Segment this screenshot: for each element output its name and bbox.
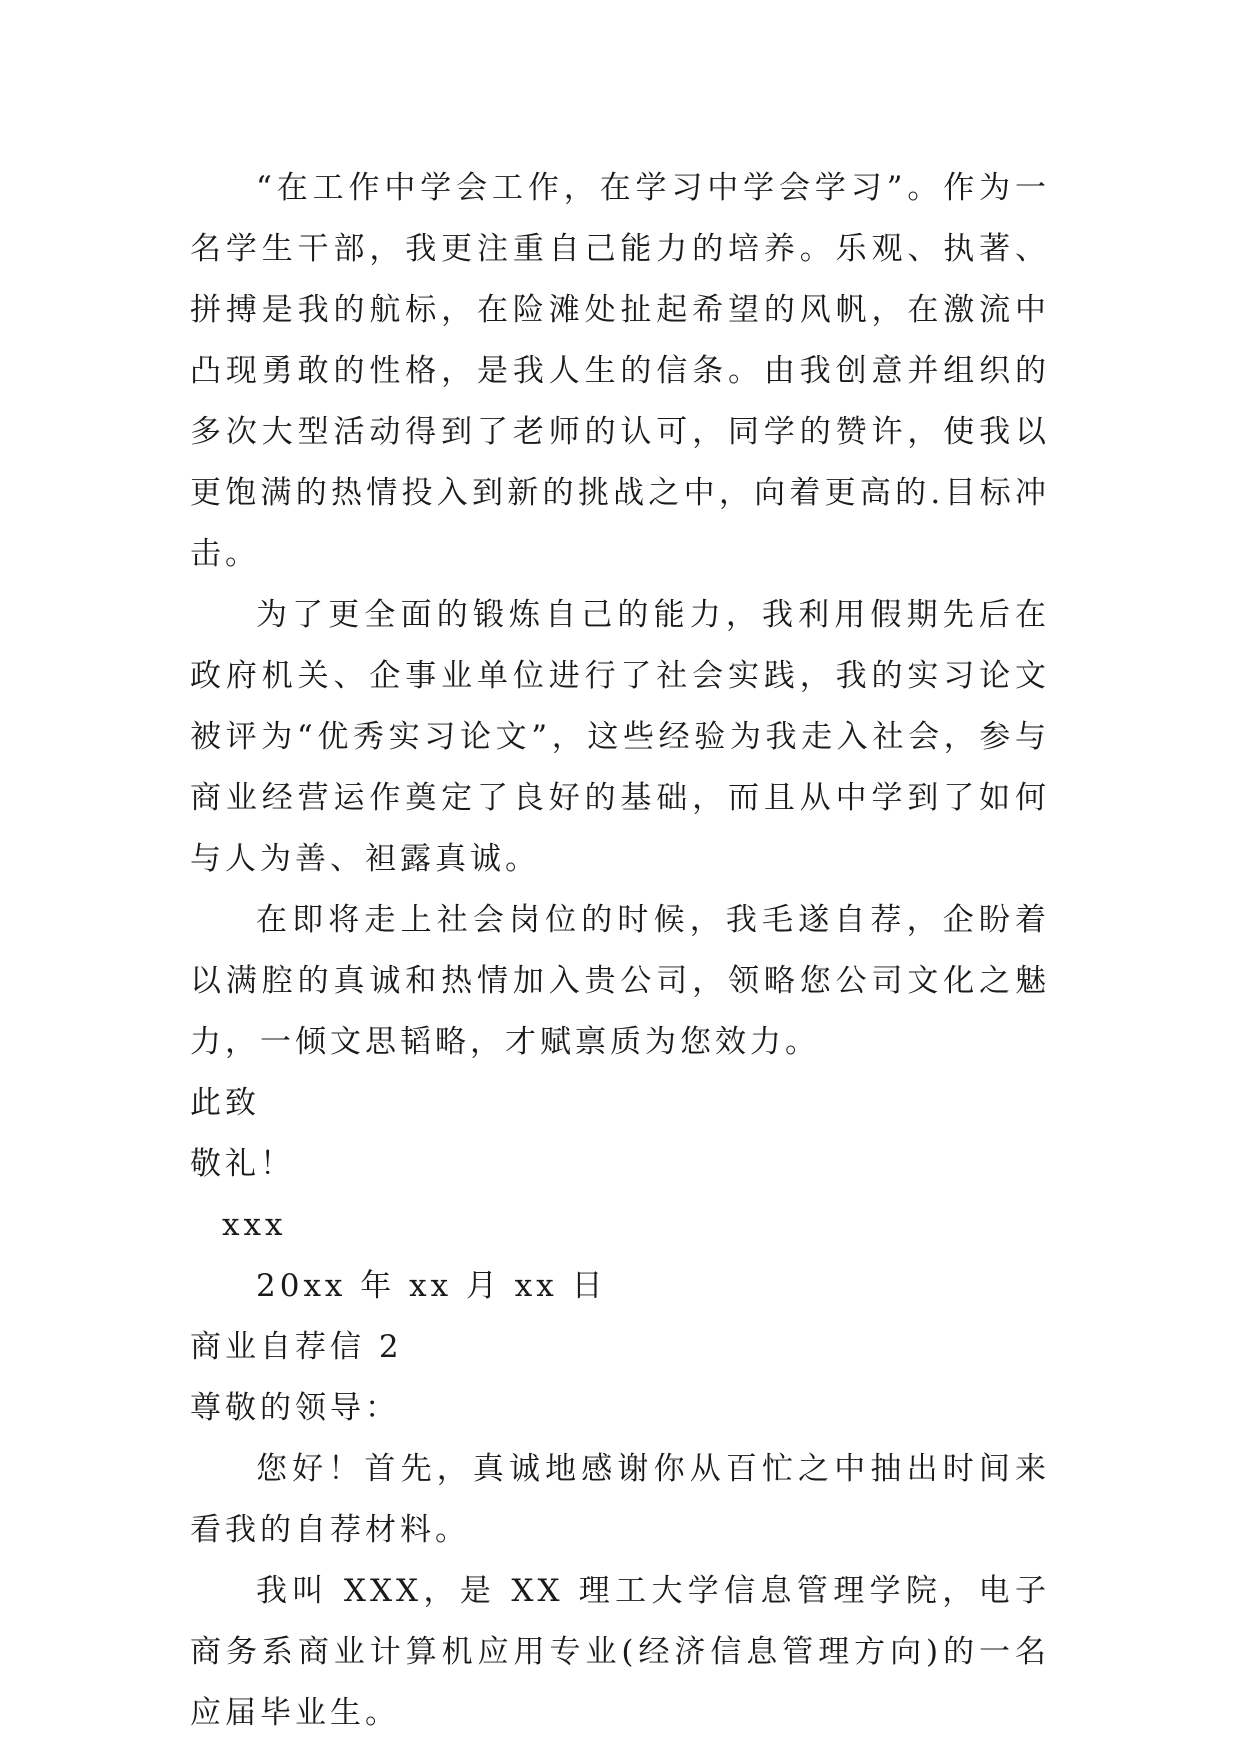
signature-date: 20xx 年 xx 月 xx 日 [256,1268,607,1304]
signature-name: xxx [222,1207,287,1243]
closing-cizhi: 此致 [190,1085,260,1121]
paragraph-work-study: “在工作中学会工作，在学习中学会学习”。作为一名学生干部，我更注重自己能力的培养。乐观、执著、拼搏是我的航标，在险滩处扯起希望的风帆，在激流中凸现勇敢的性格，是我人生的信条。由我创意并组织的多次大型活动得到了老师的认可，同学的赞许，使我以更饱满的热情投入到新的挑战之中，向着更高的.目标冲击。 [190,170,1050,572]
letter2-salutation: 尊敬的领导： [190,1390,400,1426]
document-body [190,158,1050,1744]
letter2-title: 商业自荐信 2 [190,1329,403,1365]
paragraph-self-recommend: 在即将走上社会岗位的时候，我毛遂自荐，企盼着以满腔的真诚和热情加入贵公司，领略您公司文化之魅力，一倾文思韬略，才赋禀质为您效力。 [190,902,1050,1060]
paragraph-practice: 为了更全面的锻炼自己的能力，我利用假期先后在政府机关、企事业单位进行了社会实践，我的实习论文被评为“优秀实习论文”，这些经验为我走入社会，参与商业经营运作奠定了良好的基础，而且从中学到了如何与人为善、袒露真诚。 [190,597,1050,877]
letter2-paragraph-intro: 我叫 XXX，是 XX 理工大学信息管理学院，电子商务系商业计算机应用专业(经济信息管理方向)的一名应届毕业生。 [190,1573,1050,1731]
closing-jingli: 敬礼！ [190,1146,295,1182]
letter2-paragraph-greeting: 您好！首先，真诚地感谢你从百忙之中抽出时间来看我的自荐材料。 [190,1451,1050,1548]
